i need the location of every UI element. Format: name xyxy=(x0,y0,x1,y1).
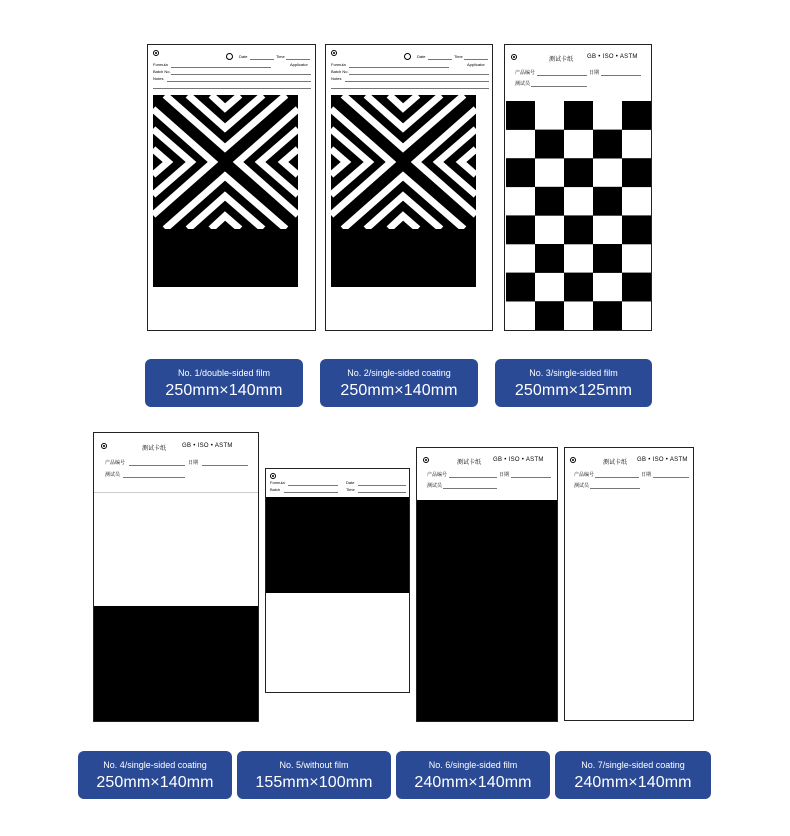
date-label: 日期 xyxy=(589,70,600,76)
tester-line xyxy=(123,477,185,478)
formula-label: Formula xyxy=(270,480,285,485)
date-label: Date xyxy=(346,480,355,485)
batch-line xyxy=(171,74,311,75)
brand-logo-icon xyxy=(570,457,576,463)
product-code-label: 产品编号 xyxy=(427,472,448,478)
spec-size: 155mm×100mm xyxy=(255,774,373,791)
spec-size: 250mm×140mm xyxy=(96,774,214,791)
batch-label: Batch xyxy=(270,487,281,492)
date-line xyxy=(511,477,551,478)
test-card-2 xyxy=(325,44,493,331)
tester-line xyxy=(590,488,640,489)
spec-label-3 xyxy=(495,359,652,407)
black-strip xyxy=(266,497,410,593)
card-title: 测试卡纸 xyxy=(549,56,574,63)
checker-square xyxy=(593,301,622,330)
black-strip xyxy=(94,606,259,722)
test-card-4 xyxy=(93,432,259,722)
hole-ring-icon xyxy=(226,53,233,60)
spec-size: 250mm×140mm xyxy=(165,382,283,399)
checker-square xyxy=(535,130,564,159)
date-line xyxy=(428,59,452,60)
brand-logo-icon xyxy=(423,457,429,463)
notes-label: Notes xyxy=(153,76,164,81)
spec-title: No. 1/double-sided film xyxy=(177,368,271,378)
card-title: 测试卡纸 xyxy=(603,459,628,466)
checker-square xyxy=(506,215,535,244)
spec-title: No. 2/single-sided coating xyxy=(347,368,451,378)
chevron-x-pattern xyxy=(153,95,298,229)
checker-square xyxy=(535,187,564,216)
batch-label: Batch No. xyxy=(331,69,349,74)
time-label: Time xyxy=(276,54,285,59)
date-label: 日期 xyxy=(641,472,652,478)
checker-square xyxy=(535,244,564,273)
product-code-line xyxy=(595,477,639,478)
black-strip xyxy=(153,229,298,287)
hole-ring-icon xyxy=(404,53,411,60)
spec-title: No. 3/single-sided film xyxy=(529,368,618,378)
product-code-label: 产品编号 xyxy=(515,70,536,76)
batch-label: Batch No. xyxy=(153,69,171,74)
checker-square xyxy=(622,215,651,244)
test-card-1 xyxy=(147,44,316,331)
spec-size: 250mm×140mm xyxy=(340,382,458,399)
spec-size: 240mm×140mm xyxy=(574,774,692,791)
spec-size: 240mm×140mm xyxy=(414,774,532,791)
tester-label: 测试员 xyxy=(574,483,590,489)
checker-square xyxy=(622,273,651,302)
test-card-7 xyxy=(564,447,694,721)
date-line xyxy=(653,477,689,478)
black-strip xyxy=(331,229,476,287)
date-label: Date xyxy=(417,54,426,59)
checker-square xyxy=(564,101,593,130)
card-header xyxy=(94,433,258,493)
checker-square xyxy=(564,273,593,302)
card-header xyxy=(565,448,693,500)
time-line xyxy=(358,492,406,493)
formula-label: Formula xyxy=(153,62,168,67)
formula-line xyxy=(288,485,338,486)
card-title: 测试卡纸 xyxy=(142,445,167,452)
checker-square xyxy=(506,101,535,130)
product-code-label: 产品编号 xyxy=(105,460,126,466)
checkerboard-pattern xyxy=(506,101,651,330)
spec-label-1 xyxy=(145,359,303,407)
notes-label: Notes xyxy=(331,76,342,81)
checker-square xyxy=(506,273,535,302)
checker-square xyxy=(535,301,564,330)
spec-label-5 xyxy=(237,751,391,799)
spec-size: 250mm×125mm xyxy=(514,382,633,399)
date-line xyxy=(601,75,641,76)
date-line xyxy=(250,59,274,60)
card-header xyxy=(417,448,557,500)
date-label: 日期 xyxy=(499,472,510,478)
card-header xyxy=(326,45,492,93)
date-line xyxy=(358,485,406,486)
tester-line xyxy=(531,86,587,87)
standards-label: GB • ISO • ASTM xyxy=(587,54,638,60)
test-card-6 xyxy=(416,447,558,722)
notes-line-2 xyxy=(331,88,489,89)
formula-line xyxy=(171,67,271,68)
checker-square xyxy=(622,158,651,187)
product-code-line xyxy=(537,75,587,76)
checker-square xyxy=(622,101,651,130)
notes-line-2 xyxy=(153,88,311,89)
spec-label-6 xyxy=(396,751,550,799)
date-label: 日期 xyxy=(188,460,199,466)
checker-square xyxy=(564,158,593,187)
standards-label: GB • ISO • ASTM xyxy=(637,457,688,463)
brand-logo-icon xyxy=(511,54,517,60)
tester-line xyxy=(443,488,497,489)
product-code-line xyxy=(449,477,497,478)
time-label: Time xyxy=(346,487,355,492)
brand-logo-icon xyxy=(331,50,337,56)
time-line xyxy=(286,59,310,60)
spec-title: No. 4/single-sided coating xyxy=(103,760,207,770)
checker-square xyxy=(593,187,622,216)
tester-label: 测试员 xyxy=(105,472,121,478)
applicator-label: Applicator xyxy=(467,62,485,67)
notes-line xyxy=(167,81,311,82)
test-card-3 xyxy=(504,44,652,331)
header-divider xyxy=(94,492,259,493)
chevron-x-pattern xyxy=(331,95,476,229)
notes-line xyxy=(345,81,489,82)
card-header xyxy=(266,469,409,497)
batch-line xyxy=(349,74,489,75)
time-label: Time xyxy=(454,54,463,59)
brand-logo-icon xyxy=(153,50,159,56)
applicator-label: Applicator xyxy=(290,62,308,67)
brand-logo-icon xyxy=(101,443,107,449)
spec-title: No. 6/single-sided film xyxy=(428,760,518,770)
black-strip xyxy=(417,500,558,722)
card-header xyxy=(505,45,651,101)
standards-label: GB • ISO • ASTM xyxy=(493,457,544,463)
checker-square xyxy=(506,158,535,187)
spec-title: No. 5/without film xyxy=(279,760,349,770)
card-title: 测试卡纸 xyxy=(457,459,482,466)
time-line xyxy=(464,59,488,60)
batch-line xyxy=(284,492,338,493)
checker-square xyxy=(593,244,622,273)
formula-label: Formula xyxy=(331,62,346,67)
test-card-5 xyxy=(265,468,410,693)
formula-line xyxy=(349,67,449,68)
tester-label: 测试员 xyxy=(515,81,531,87)
product-code-line xyxy=(129,465,185,466)
date-line xyxy=(202,465,248,466)
tester-label: 测试员 xyxy=(427,483,443,489)
date-label: Date xyxy=(239,54,248,59)
checker-square xyxy=(564,215,593,244)
card-header xyxy=(148,45,315,93)
standards-label: GB • ISO • ASTM xyxy=(182,443,233,449)
spec-label-4 xyxy=(78,751,232,799)
spec-title: No. 7/single-sided coating xyxy=(581,760,685,770)
brand-logo-icon xyxy=(270,473,276,479)
spec-label-2 xyxy=(320,359,478,407)
checker-square xyxy=(593,130,622,159)
product-code-label: 产品编号 xyxy=(574,472,595,478)
spec-label-7 xyxy=(555,751,711,799)
